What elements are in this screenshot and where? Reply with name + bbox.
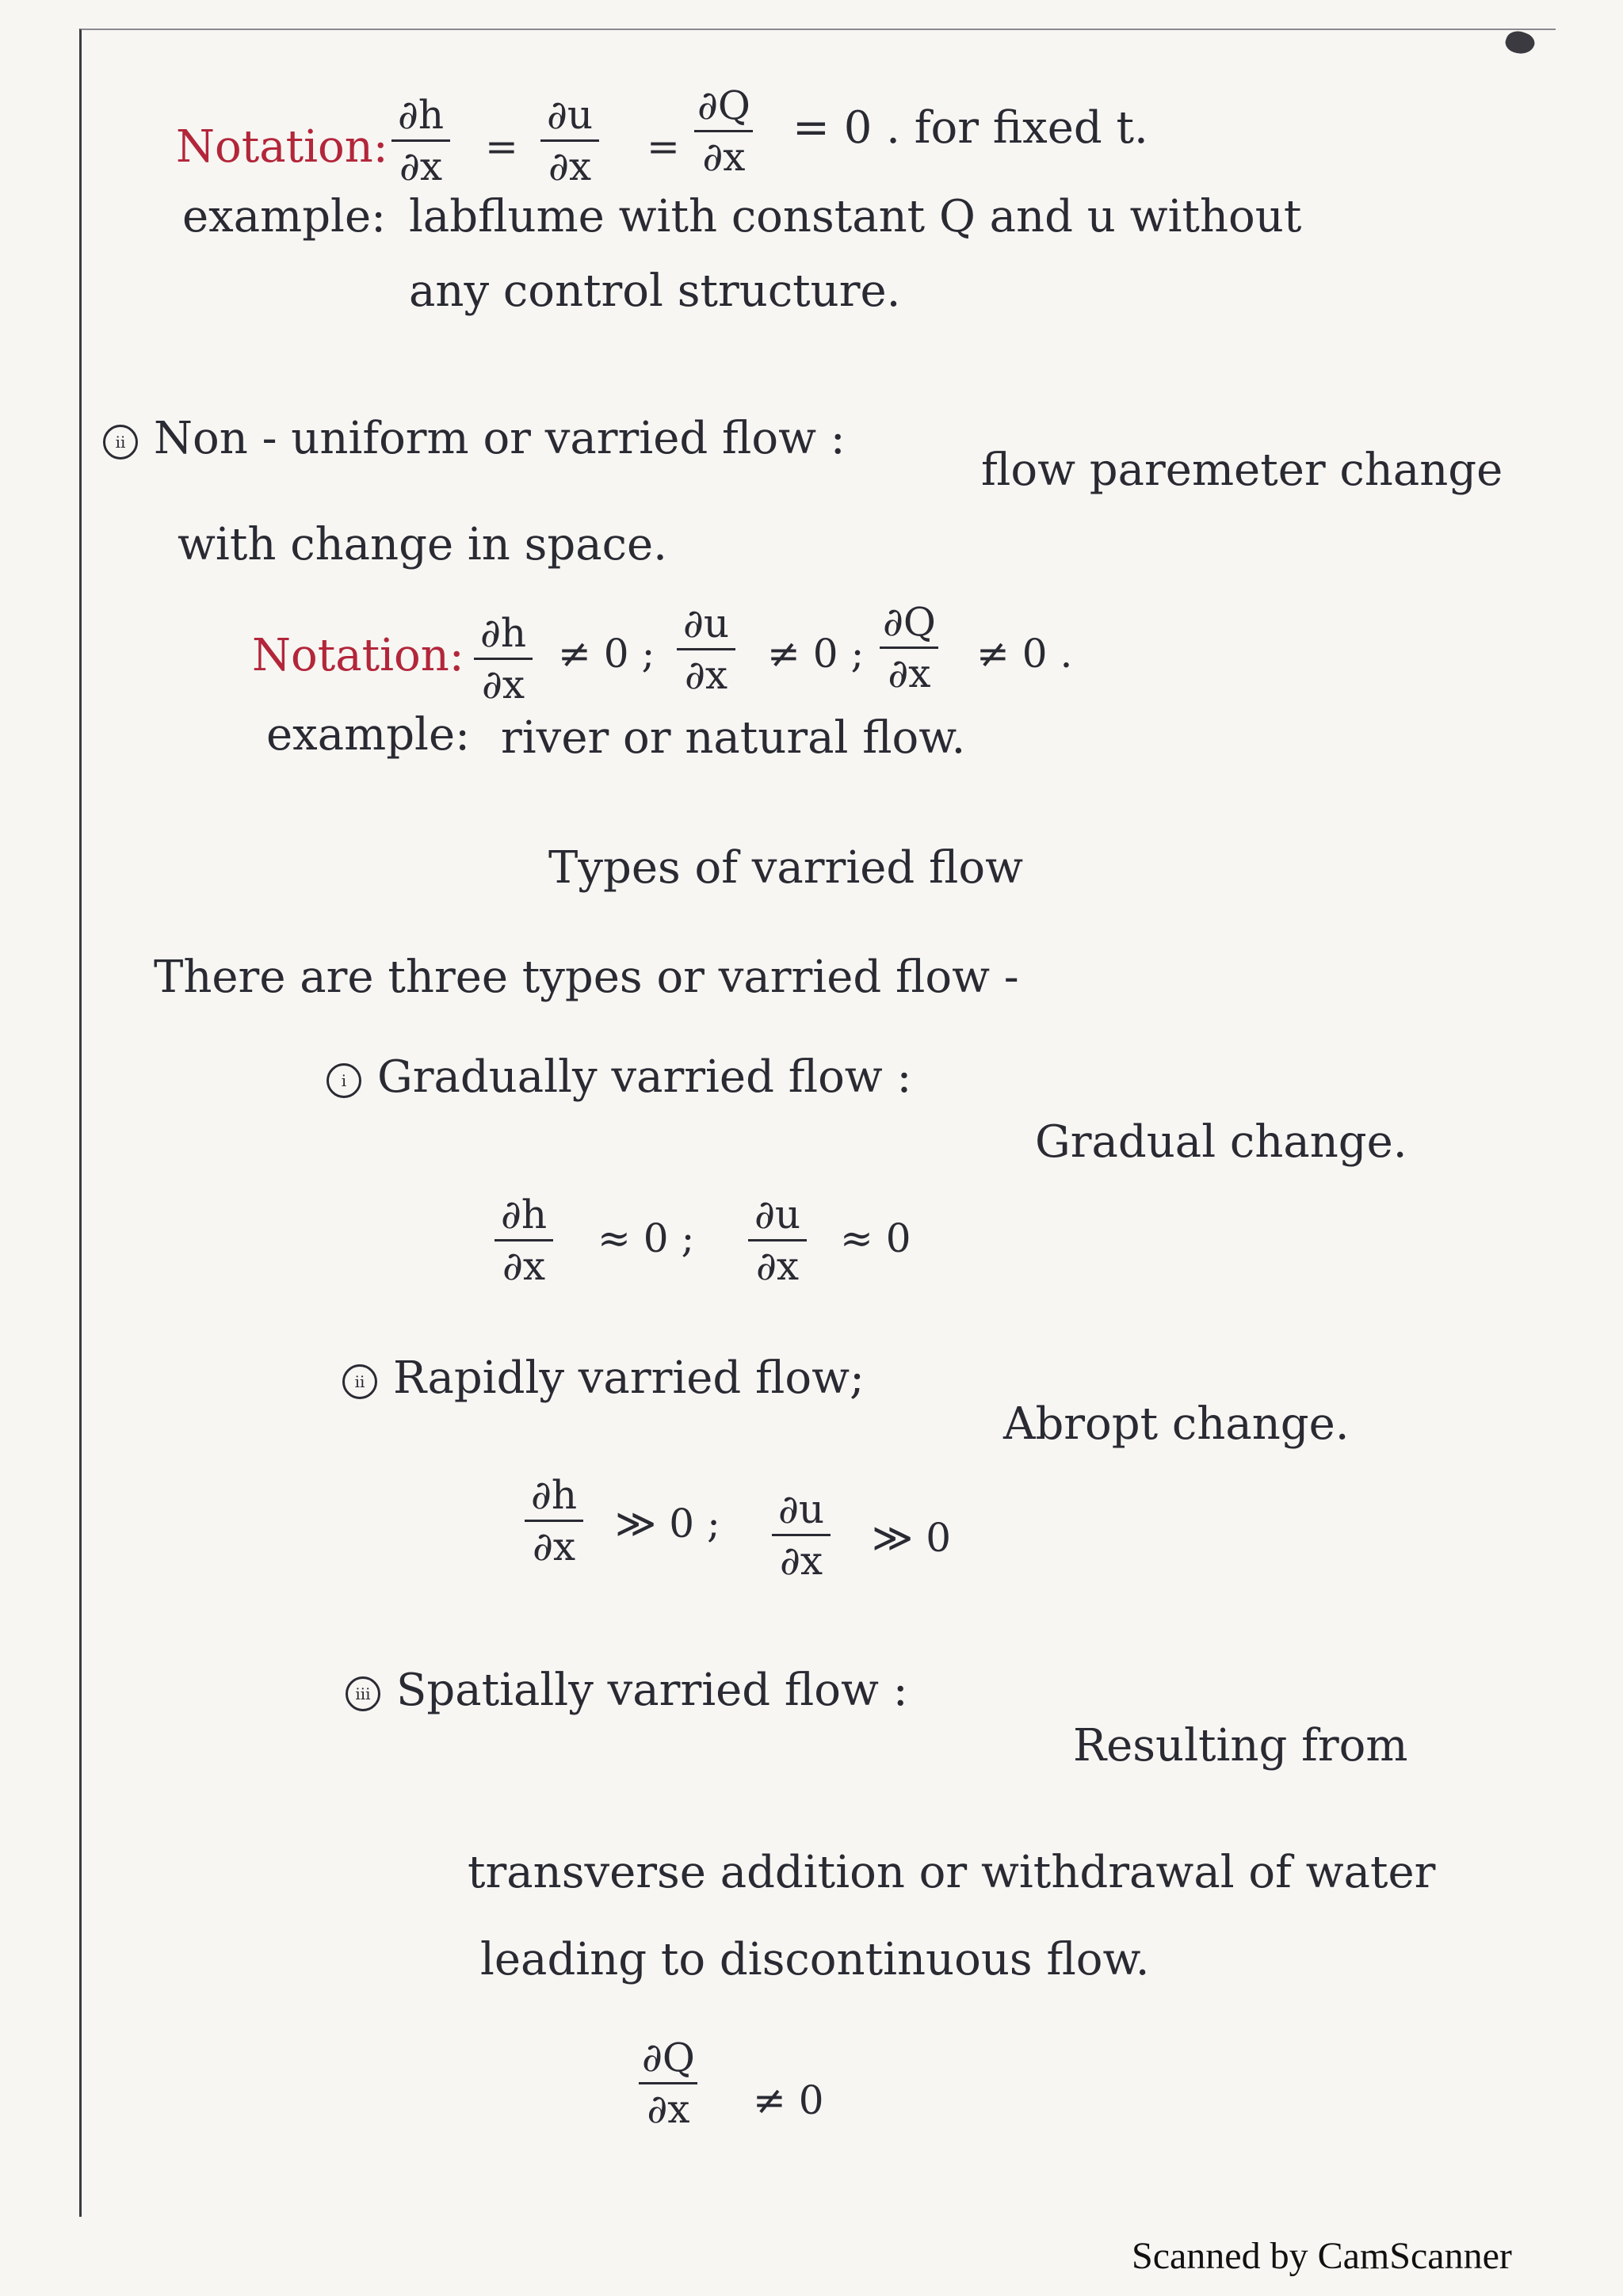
roman-numeral-marker: i xyxy=(327,1063,361,1098)
heading-text: Rapidly varried flow; xyxy=(393,1352,865,1404)
notation-label: Notation: xyxy=(176,121,388,173)
heading-text: Gradually varried flow : xyxy=(377,1051,912,1103)
example-text: river or natural flow. xyxy=(501,712,966,764)
spatially-desc-right: Resulting from xyxy=(1073,1720,1408,1772)
gradually-desc: Gradual change. xyxy=(1035,1116,1407,1168)
much-greater-zero: ≫ 0 xyxy=(872,1515,952,1561)
notation-label: Notation: xyxy=(252,630,464,681)
roman-numeral-marker: iii xyxy=(346,1676,380,1711)
equals-sign: = xyxy=(485,124,518,170)
fraction-denominator: ∂x xyxy=(540,139,599,186)
fraction-du-dx xyxy=(770,1486,832,1584)
fraction-denominator: ∂x xyxy=(391,139,450,186)
fraction-numerator: ∂Q xyxy=(883,599,936,645)
types-heading: Types of varried flow xyxy=(548,842,1024,894)
fraction-denominator: ∂x xyxy=(772,1534,831,1581)
fraction-dh-dx xyxy=(493,1192,555,1289)
much-greater-zero: ≫ 0 ; xyxy=(615,1501,720,1547)
fraction-du-dx xyxy=(675,601,737,698)
heading-text: Non - uniform or varried flow : xyxy=(154,413,846,464)
fraction-dh-dx xyxy=(472,610,534,707)
approx-zero: ≈ 0 xyxy=(840,1215,911,1261)
types-intro: There are three types or varried flow - xyxy=(154,952,1019,1003)
spatially-desc-line-2: transverse addition or withdrawal of water xyxy=(468,1847,1436,1898)
fraction-numerator: ∂u xyxy=(683,601,730,646)
roman-numeral-marker: ii xyxy=(342,1364,377,1399)
equals-sign: = xyxy=(647,124,680,170)
example-label: example: xyxy=(266,709,470,761)
notation-tail: = 0 . for fixed t. xyxy=(792,102,1148,154)
fraction-denominator: ∂x xyxy=(694,130,753,177)
fraction-numerator: ∂h xyxy=(531,1472,578,1518)
example-line-2: any control structure. xyxy=(409,265,901,317)
not-equal-zero: ≠ 0 . xyxy=(976,631,1073,677)
fraction-dQ-dx xyxy=(875,599,944,696)
example-line-1: labflume with constant Q and u without xyxy=(409,191,1302,242)
fraction-numerator: ∂Q xyxy=(642,2035,695,2081)
approx-zero: ≈ 0 ; xyxy=(598,1215,695,1261)
fraction-numerator: ∂h xyxy=(480,610,527,656)
heading-text: Spatially varried flow : xyxy=(396,1665,908,1716)
fraction-numerator: ∂u xyxy=(754,1192,801,1238)
fraction-dh-dx xyxy=(390,92,452,189)
fraction-denominator: ∂x xyxy=(880,646,938,693)
fraction-numerator: ∂h xyxy=(398,92,445,138)
fraction-denominator: ∂x xyxy=(677,648,735,695)
spatially-heading xyxy=(346,1665,908,1716)
fraction-denominator: ∂x xyxy=(639,2082,697,2129)
fraction-denominator: ∂x xyxy=(495,1239,553,1286)
not-equal-zero: ≠ 0 ; xyxy=(558,631,655,677)
not-equal-zero: ≠ 0 ; xyxy=(767,631,865,677)
desc-line-2: with change in space. xyxy=(178,519,667,570)
fraction-dQ-dx xyxy=(634,2035,703,2132)
fraction-dh-dx xyxy=(523,1472,585,1569)
gradually-heading xyxy=(327,1051,912,1103)
fraction-denominator: ∂x xyxy=(474,658,533,704)
roman-numeral-marker: ii xyxy=(103,425,138,460)
fraction-denominator: ∂x xyxy=(748,1239,807,1286)
spatially-desc-line-3: leading to discontinuous flow. xyxy=(480,1934,1150,1985)
fraction-numerator: ∂u xyxy=(778,1486,825,1532)
rapidly-heading xyxy=(342,1352,865,1404)
fraction-du-dx xyxy=(539,92,601,189)
example-label: example: xyxy=(182,191,386,242)
desc-right: flow paremeter change xyxy=(981,444,1503,496)
fraction-numerator: ∂Q xyxy=(697,82,750,128)
section-heading-non-uniform xyxy=(103,413,846,464)
fraction-dQ-dx xyxy=(689,82,758,180)
rapidly-desc: Abropt change. xyxy=(1003,1398,1350,1450)
fraction-denominator: ∂x xyxy=(525,1520,583,1566)
fraction-du-dx xyxy=(747,1192,808,1289)
not-equal-zero: ≠ 0 xyxy=(753,2077,824,2123)
fraction-numerator: ∂u xyxy=(547,92,594,138)
scanner-watermark: Scanned by CamScanner xyxy=(1132,2235,1512,2277)
fraction-numerator: ∂h xyxy=(501,1192,548,1238)
